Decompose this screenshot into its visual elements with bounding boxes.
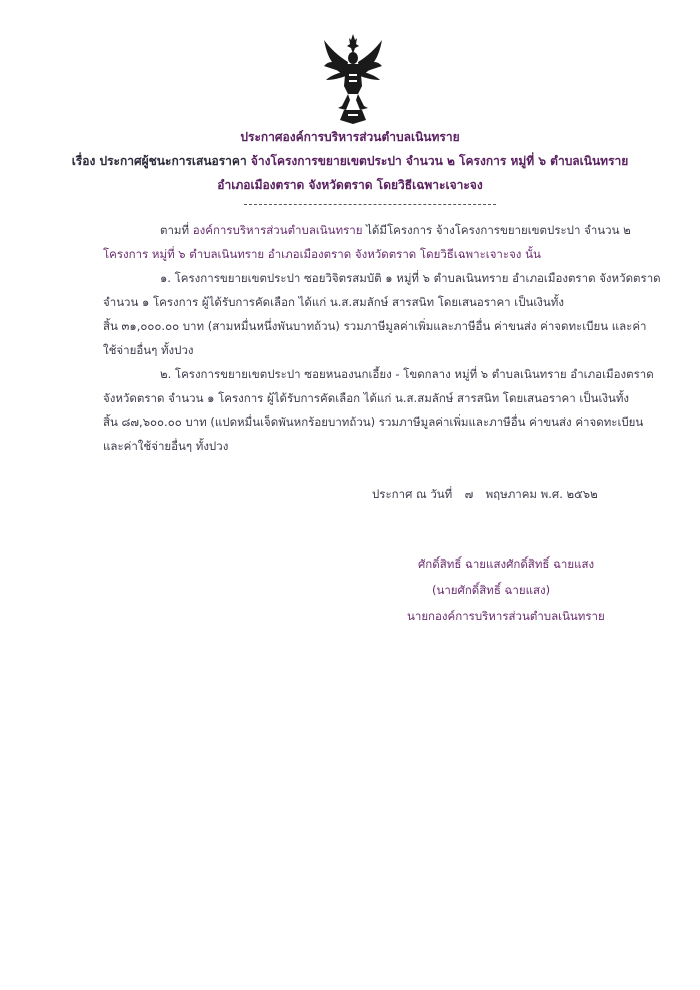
intro-line-2: โครงการ หมู่ที่ ๖ ตำบลเนินทราย อำเภอเมืองตราด จังหวัดตราด โดยวิธีเฉพาะเจาะจง นั้น	[103, 247, 541, 261]
intro-lead: ตามที่	[160, 223, 190, 237]
org-title: ประกาศองค์การบริหารส่วนตำบลเนินทราย	[240, 130, 460, 144]
subject-line-2: อำเภอเมืองตราด จังหวัดตราด โดยวิธีเฉพาะเจาะจง	[217, 178, 483, 192]
item2-line-4: และค่าใช้จ่ายอื่นๆ ทั้งปวง	[103, 439, 229, 453]
announce-date-day: ๗	[464, 487, 474, 501]
signature-text: ศักดิ์สิทธิ์ ฉายแสงศักดิ์สิทธิ์ ฉายแสง	[418, 557, 595, 571]
subject-line-1	[0, 152, 700, 171]
announce-date-prefix: ประกาศ ณ วันที่	[372, 487, 453, 501]
intro-rest: ได้มีโครงการ จ้างโครงการขยายเขตประปา จำนวน ๒	[366, 223, 631, 237]
item2-line-1: ๒. โครงการขยายเขตประปา ซอยหนองนกเอี้ยง - โขดกลาง หมู่ที่ ๖ ตำบลเนินทราย อำเภอเมืองตราด	[160, 367, 654, 381]
intro-line-1	[160, 222, 631, 240]
item1-line-3: สิ้น ๓๑,๐๐๐.๐๐ บาท (สามหมื่นหนึ่งพันบาทถ้วน) รวมภาษีมูลค่าเพิ่มและภาษีอื่น ค่าขนส่ง ค่าจดทะเบียน และค่า	[103, 319, 647, 333]
intro-org: องค์การบริหารส่วนตำบลเนินทราย	[192, 223, 363, 237]
signatory-name: (นายศักดิ์สิทธิ์ ฉายแสง)	[432, 583, 551, 597]
announce-date-month-year: พฤษภาคม พ.ศ. ๒๕๖๒	[485, 487, 598, 501]
title-divider	[244, 204, 496, 205]
signatory-position: นายกองค์การบริหารส่วนตำบลเนินทราย	[407, 609, 605, 623]
subject-text: จ้างโครงการขยายเขตประปา จำนวน ๒ โครงการ หมู่ที่ ๖ ตำบลเนินทราย	[250, 154, 629, 168]
item2-line-3: สิ้น ๘๗,๖๐๐.๐๐ บาท (แปดหมื่นเจ็ดพันหกร้อยบาทถ้วน) รวมภาษีมูลค่าเพิ่มและภาษีอื่น ค่าขนส่ง ค่าจดทะเบียน	[103, 415, 644, 429]
announce-date	[372, 486, 598, 504]
garuda-emblem-icon	[322, 34, 384, 124]
item1-line-2: จำนวน ๑ โครงการ ผู้ได้รับการคัดเลือก ได้แก่ น.ส.สมลักษ์ สารสนิท โดยเสนอราคา เป็นเงินทั้ง	[103, 295, 564, 309]
subject-label: เรื่อง ประกาศผู้ชนะการเสนอราคา	[71, 154, 247, 168]
item2-line-2: จังหวัดตราด จำนวน ๑ โครงการ ผู้ได้รับการคัดเลือก ได้แก่ น.ส.สมลักษ์ สารสนิท โดยเสนอราคา เป็นเงินทั้ง	[103, 391, 630, 405]
item1-line-1: ๑. โครงการขยายเขตประปา ซอยวิจิตรสมบัติ ๑ หมู่ที่ ๖ ตำบลเนินทราย อำเภอเมืองตราด จังหวัดตราด	[160, 271, 661, 285]
item1-line-4: ใช้จ่ายอื่นๆ ทั้งปวง	[103, 343, 194, 357]
